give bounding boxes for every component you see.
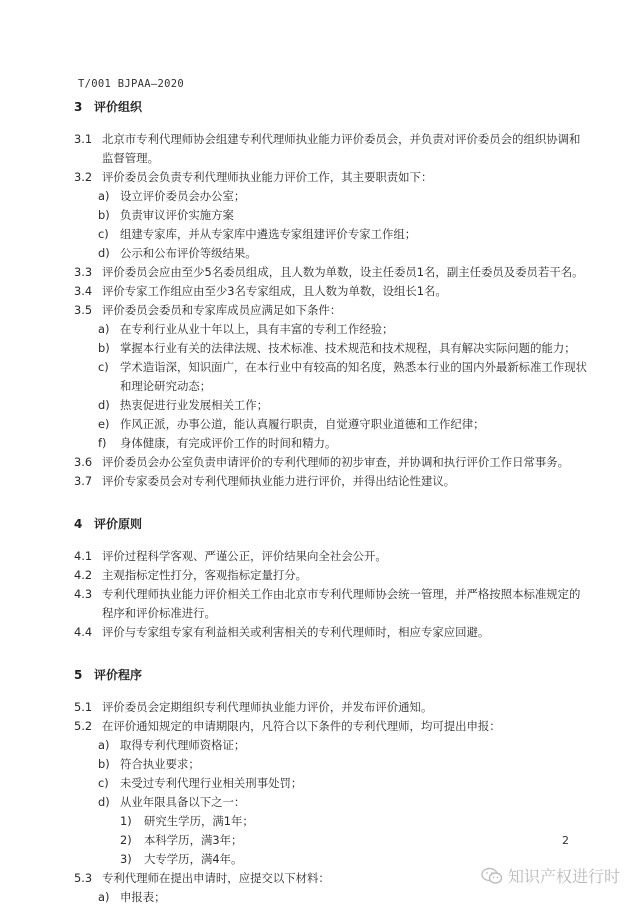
list-item: d) 热衷促进行业发展相关工作； [98, 398, 269, 412]
section-title: 3 评价组织 [74, 100, 143, 114]
sub-list-item: 3) 大专学历，满4年。 [120, 852, 243, 866]
list-item: d) 公示和公布评价等级结果。 [98, 246, 257, 260]
list-item: b) 负责审议评价实施方案 [98, 208, 234, 222]
clause: 5.1 评价委员会定期组织专利代理师执业能力评价，并发布评价通知。 [74, 700, 433, 714]
clause: 3.6 评价委员会办公室负责申请评价的专利代理师的初步审查，并协调和执行评价工作日常事务。 [74, 455, 570, 469]
list-item: a) 取得专利代理师资格证； [98, 738, 246, 752]
clause: 3.5 评价委员会委员和专家库成员应满足如下条件： [74, 303, 342, 317]
list-item: a) 在专利行业从业十年以上，具有丰富的专利工作经验； [98, 322, 394, 336]
doc-code: T/001 BJPAA—2020 [78, 78, 184, 90]
sub-list-item: 1) 研究生学历，满1年； [120, 814, 254, 828]
list-item: c) 未受过专利代理行业相关刑事处罚； [98, 776, 303, 790]
section-title: 4 评价原则 [74, 517, 143, 531]
clause: 4.1 评价过程科学客观、严谨公正，评价结果向全社会公开。 [74, 549, 387, 563]
sub-list-item: 2) 本科学历，满3年； [120, 833, 243, 847]
list-item: c) 学术造诣深，知识面广，在本行业中有较高的知名度，熟悉本行业的国内外最新标准工作现状和理论研究动态； [98, 360, 588, 393]
clause: 5.3 专利代理师在提出申请时，应提交以下材料： [74, 871, 330, 885]
list-item: b) 掌握本行业有关的法律法规、技术标准、技术规范和技术规程，具有解决实际问题的能力； [98, 341, 576, 355]
list-item: e) 作风正派，办事公道，能认真履行职责，自觉遵守职业道德和工作纪律； [98, 417, 485, 431]
list-item: a) 设立评价委员会办公室； [98, 189, 246, 203]
clause: 3.4 评价专家工作组应由至少3名专家组成，且人数为单数，设组长1名。 [74, 284, 447, 298]
clause: 5.2 在评价通知规定的申请期限内，凡符合以下条件的专利代理师，均可提出申报： [74, 719, 501, 733]
list-item: a) 申报表； [98, 890, 166, 904]
document-body [74, 96, 590, 907]
clause: 4.2 主观指标定性打分，客观指标定量打分。 [74, 568, 308, 582]
section-title: 5 评价程序 [74, 668, 143, 682]
clause: 4.4 评价与专家组专家有利益相关或利害相关的专利代理师时，相应专家应回避。 [74, 625, 490, 639]
list-item: b) 符合执业要求； [98, 757, 200, 771]
list-item: c) 组建专家库，并从专家库中遴选专家组建评价专家工作组； [98, 227, 417, 241]
page-number: 2 [562, 834, 569, 847]
wechat-icon [481, 867, 503, 885]
clause: 3.3 评价委员会应由至少5名委员组成，且人数为单数，设主任委员1名，副主任委员及委员若干名。 [74, 265, 584, 279]
list-item: f) 身体健康，有完成评价工作的时间和精力。 [98, 436, 337, 450]
watermark [481, 864, 620, 887]
clause: 3.2 评价委员会负责专利代理师执业能力评价工作，其主要职责如下： [74, 170, 433, 184]
list-item: d) 从业年限具备以下之一： [98, 795, 246, 809]
clause: 3.1 北京市专利代理师协会组建专利代理师执业能力评价委员会，并负责对评价委员会的组织协调和监督管理。 [74, 132, 581, 165]
watermark-text: 知识产权进行时 [507, 867, 620, 886]
clause: 4.3 专利代理师执业能力评价相关工作由北京市专利代理师协会统一管理，并严格按照本标准规定的程序和评价标准进行。 [74, 587, 581, 620]
clause: 3.7 评价专家委员会对专利代理师执业能力进行评价，并得出结论性建议。 [74, 474, 456, 488]
